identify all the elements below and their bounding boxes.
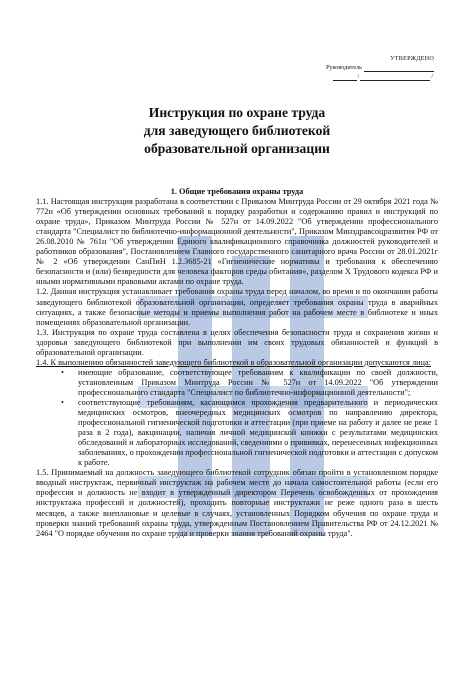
slash-separator-end: / [431, 74, 433, 80]
approval-role: Руководитель [326, 64, 362, 71]
bullet-icon: • [61, 397, 64, 407]
paragraph-1-5: 1.5. Принимаемый на должность заведующего библиотекой сотрудник обязан пройти в установленном порядке вводный инструктаж, первичный инструктаж на рабочем месте до начала самостоятельной работы (если его профессия и должность не входит в утвержденный директором Перечень освобожденных от прохождения инструктажа профессий и должностей), проходить повторные инструктажи не реже одного раза в шесть месяцев, а также внеплановые и целевые в случаях, установленных Порядком обучения по охране труда и проверки знаний требований охраны труда, утвержденным Постановлением Правительства РФ от 24.12.2021 № 2464 "О порядке обучения по охране труда и проверки знания требований охраны труда". [36, 468, 438, 538]
list-item [61, 397, 438, 468]
approval-status: УТВЕРЖДЕНО [390, 55, 434, 62]
list-item-text: имеющие образование, соответствующее требованиям к квалификации по своей должности, установленным Приказом Минтруда России № 527н от 14.09.2022 "Об утверждении профессионального стандарта "Специалист по библиотечно-информационной деятельности"; [78, 367, 438, 397]
bullet-icon: • [61, 367, 64, 377]
document-body [36, 187, 438, 539]
paragraph-1-3: 1.3. Инструкция по охране труда составлена в целях обеспечения безопасности труда и сохранения жизни и здоровья заведующего библиотекой при выполнении им своих трудовых обязанностей и функций в образовательной организации. [36, 327, 438, 357]
requirements-list [36, 368, 438, 468]
slash-separator: / [357, 74, 360, 80]
paragraph-1-4: 1.4. К выполнению обязанностей заведующего библиотекой в образовательной организации допускаются лица: [36, 357, 431, 367]
name-line [360, 74, 430, 81]
paragraph-1-2: 1.2. Данная инструкция устанавливает требования охраны труда перед началом, во время и по окончании работы заведующего библиотекой образовательной организации, определяет требования охраны труда в аварийных ситуациях, а также безопасные методы и приемы выполнения работ на рабочем месте в библиотеке и иных помещениях образовательной организации. [36, 287, 438, 327]
document-title [60, 104, 414, 158]
title-line-1: Инструкция по охране труда [148, 105, 326, 120]
title-line-3: образовательной организации [144, 141, 330, 156]
signature-short-line [333, 74, 357, 81]
approval-signature-row [314, 64, 434, 72]
list-item-text: соответствующие требованиям, касающимся прохождения предварительного и периодических медицинских осмотров, внеочередных медицинских осмотров по направлению директора, профессиональной гигиенической подготовки и аттестации (при приеме на работу и далее не реже 1 раза в 2 года), вакцинации, наличия личной медицинской книжки с результатами медицинских обследований и лабораторных исследований, сведениями о прививках, перенесенных инфекционных заболеваниях, о прохождении профессиональной гигиенической подготовки и аттестации с допуском к работе. [78, 397, 438, 468]
title-line-2: для заведующего библиотекой [143, 123, 331, 138]
approval-block [314, 55, 434, 81]
section-heading: 1. Общие требования охраны труда [170, 187, 304, 196]
signature-line [364, 65, 434, 72]
list-item [61, 367, 438, 398]
paragraph-1-1: 1.1. Настоящая инструкция разработана в соответствии с Приказом Минтруда России от 29 октября 2021 года № 772н «Об утверждении основных требований к порядку разработки и содержанию правил и инструкций по охране труда», Приказом Минтруда России № 527н от 14.09.2022 "Об утверждении профессионального стандарта "Специалист по библиотечно-информационной деятельности", Приказом Минздравсоцразвития РФ от 26.08.2010 № 761н "Об утверждении Единого квалификационного справочника должностей руководителей и работников образования", Постановлением Главного государственного санитарного врача России от 28.01.2021г № 2 «Об утверждении СанПиН 1.2.3685-21 «Гигиенические нормативы и требования к обеспечению безопасности и (или) безвредности для человека факторов среды обитания», разделом X Трудового кодекса РФ и иными нормативными правовыми актами по охране труда. [36, 197, 438, 287]
approval-date-row [314, 73, 434, 81]
